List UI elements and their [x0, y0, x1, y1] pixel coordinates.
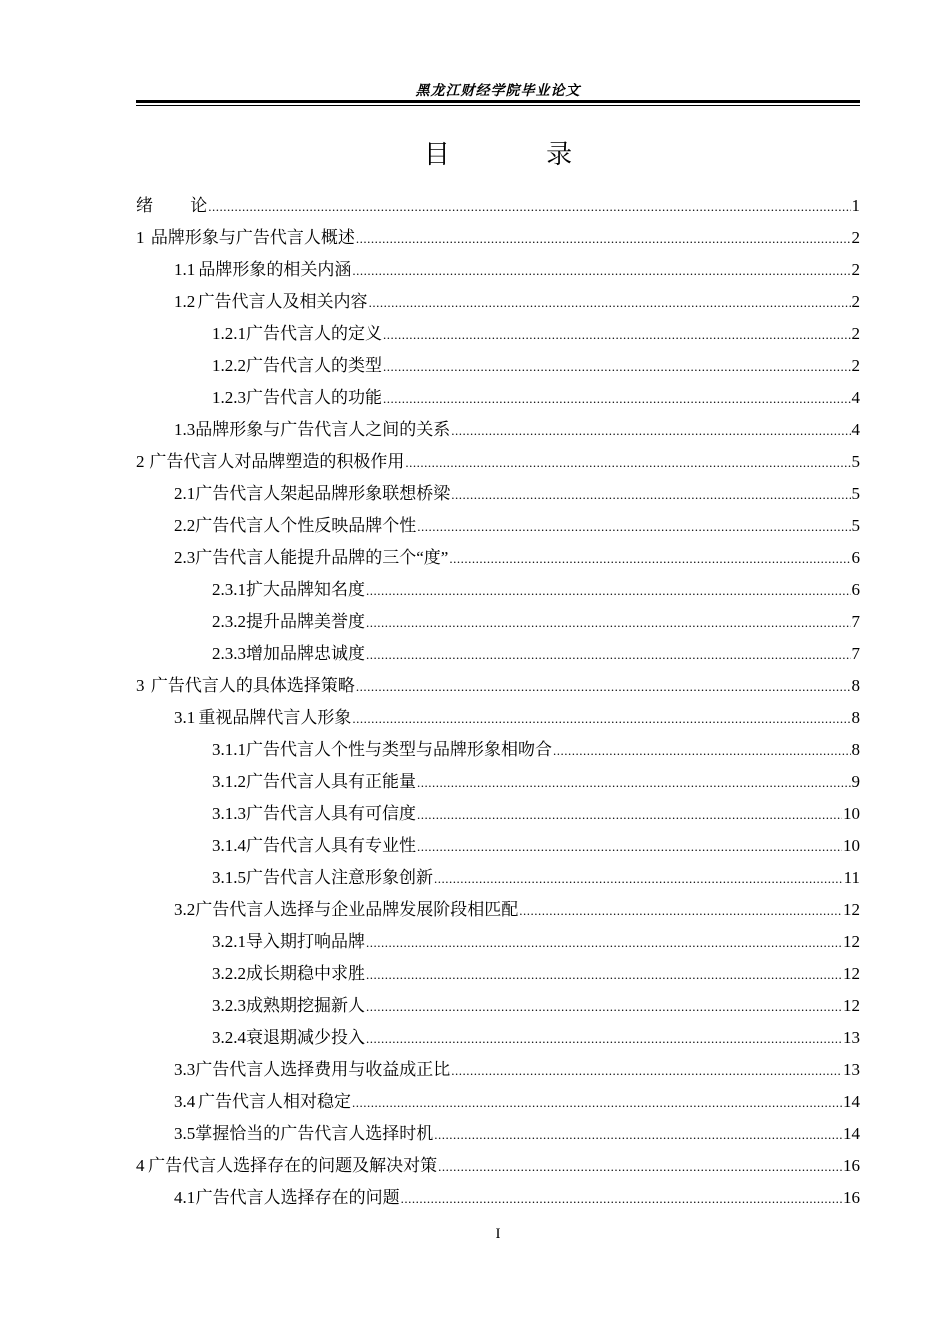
- toc-entry-page: 16: [843, 1156, 860, 1175]
- toc-entry[interactable]: [136, 510, 860, 542]
- toc-entry-label: 广告代言人选择存在的问题及解决对策: [148, 1156, 438, 1175]
- toc-entry-number: 3.2: [174, 900, 196, 919]
- toc-entry-page: 10: [843, 836, 860, 855]
- toc-entry-page: 8: [851, 708, 860, 727]
- toc-entry-number: 2.3.1: [212, 580, 246, 599]
- toc-entry[interactable]: [136, 478, 860, 510]
- toc-dot-leader: [449, 542, 850, 575]
- toc-entry[interactable]: [136, 286, 860, 318]
- toc-dot-leader: [417, 798, 842, 831]
- toc-entry[interactable]: [136, 734, 860, 766]
- toc-entry-number: 3.1.1: [212, 740, 246, 759]
- toc-entry[interactable]: [136, 446, 860, 478]
- toc-entry-number: 1.3: [174, 420, 196, 439]
- toc-entry-page: 13: [843, 1028, 860, 1047]
- toc-entry-number: 2.3.2: [212, 612, 246, 631]
- header-rule-thin: [136, 105, 860, 106]
- toc-entry[interactable]: [136, 318, 860, 350]
- toc-entry-page: 4: [851, 388, 860, 407]
- toc-entry-label: 广告代言人选择存在的问题: [195, 1188, 400, 1207]
- toc-dot-leader: [451, 1054, 842, 1087]
- toc-entry-label: 增加品牌忠诚度: [246, 644, 365, 663]
- running-header: 黑龙江财经学院毕业论文: [415, 84, 581, 99]
- toc-dot-leader: [352, 254, 850, 287]
- toc-entry-page: 9: [851, 772, 860, 791]
- toc-entry-label: 广告代言人对品牌塑造的积极作用: [149, 452, 405, 471]
- toc-entry-number: 3.2.4: [212, 1028, 246, 1047]
- toc-dot-leader: [519, 894, 842, 927]
- toc-entry-number: 4.1: [174, 1188, 196, 1207]
- toc-entry-number: 3.1.2: [212, 772, 246, 791]
- toc-title: 目 录: [423, 140, 617, 170]
- toc-dot-leader: [434, 1118, 842, 1151]
- toc-entry-number: 3.1.4: [212, 836, 246, 855]
- toc-entry-number: 2.3: [174, 548, 196, 567]
- toc-entry-number: 4: [136, 1156, 145, 1175]
- toc-entry-label: 掌握恰当的广告代言人选择时机: [195, 1124, 434, 1143]
- toc-entry-number: 1.2.2: [212, 356, 246, 375]
- toc-entry-number: 3.1.5: [212, 868, 246, 887]
- toc-entry-number: 3.4: [174, 1092, 196, 1111]
- toc-entry-page: 5: [851, 484, 860, 503]
- toc-dot-leader: [417, 510, 850, 543]
- toc-entry-page: 12: [843, 900, 860, 919]
- toc-entry-page: 16: [843, 1188, 860, 1207]
- toc-entry-label: 广告代言人相对稳定: [197, 1092, 351, 1111]
- toc-entry-label: 导入期打响品牌: [246, 932, 365, 951]
- toc-entry-number: 2: [136, 452, 145, 471]
- toc-entry[interactable]: [136, 382, 860, 414]
- toc-entry-page: 5: [851, 452, 860, 471]
- toc-entry[interactable]: [136, 542, 860, 574]
- toc-entry-page: 2: [851, 356, 860, 375]
- toc-entry-label: 衰退期减少投入: [246, 1028, 365, 1047]
- toc-entry-number: 1.1: [174, 260, 196, 279]
- toc-dot-leader: [366, 958, 842, 991]
- toc-dot-leader: [383, 350, 851, 383]
- toc-dot-leader: [366, 990, 842, 1023]
- toc-entry-page: 11: [843, 868, 860, 887]
- toc-entry[interactable]: [136, 926, 860, 958]
- toc-entry[interactable]: [136, 862, 860, 894]
- toc-entry-label: 品牌形象与广告代言人概述: [150, 228, 355, 247]
- toc-entry-number: 绪: [136, 196, 153, 215]
- toc-entry-page: 8: [851, 740, 860, 759]
- toc-entry[interactable]: [136, 1150, 860, 1182]
- toc-entry-page: 7: [851, 644, 860, 663]
- toc-entry-number: 2.2: [174, 516, 196, 535]
- toc-entry-page: 14: [843, 1092, 860, 1111]
- toc-dot-leader: [383, 318, 851, 351]
- toc-entry-page: 12: [843, 996, 860, 1015]
- toc-entry-number: 2.1: [174, 484, 196, 503]
- toc-entry-page: 5: [851, 516, 860, 535]
- toc-entry-page: 12: [843, 964, 860, 983]
- toc-dot-leader: [366, 926, 842, 959]
- toc-entry-label: 广告代言人能提升品牌的三个“度”: [195, 548, 449, 567]
- toc-entry[interactable]: [136, 1022, 860, 1054]
- toc-entry-number: 3: [136, 676, 145, 695]
- toc-entry-page: 2: [851, 292, 860, 311]
- toc-dot-leader: [366, 574, 851, 607]
- toc-entry-page: 13: [843, 1060, 860, 1079]
- toc-entry-label: 论: [190, 196, 208, 215]
- toc-entry[interactable]: [136, 798, 860, 830]
- toc-entry-label: 广告代言人注意形象创新: [246, 868, 433, 887]
- toc-entry[interactable]: [136, 830, 860, 862]
- toc-entry-page: 2: [851, 228, 860, 247]
- toc-entry-page: 7: [851, 612, 860, 631]
- toc-dot-leader: [417, 766, 851, 799]
- toc-entry-label: 重视品牌代言人形象: [198, 708, 352, 727]
- toc-entry-number: 1.2: [174, 292, 196, 311]
- toc-entry-label: 广告代言人个性反映品牌个性: [195, 516, 417, 535]
- toc-entry-label: 广告代言人架起品牌形象联想桥梁: [195, 484, 451, 503]
- toc-entry[interactable]: [136, 1054, 860, 1086]
- toc-entry[interactable]: [136, 766, 860, 798]
- toc-entry[interactable]: [136, 702, 860, 734]
- toc-entry[interactable]: [136, 894, 860, 926]
- toc-entry-label: 广告代言人个性与类型与品牌形象相吻合: [246, 740, 552, 759]
- toc-entry-number: 3.1: [174, 708, 196, 727]
- toc-entry[interactable]: [136, 1182, 860, 1214]
- toc-dot-leader: [417, 830, 842, 863]
- toc-dot-leader: [405, 446, 850, 479]
- toc-entry-label: 品牌形象的相关内涵: [198, 260, 352, 279]
- toc-dot-leader: [366, 606, 851, 639]
- toc-entry-label: 成长期稳中求胜: [246, 964, 365, 983]
- toc-dot-leader: [434, 862, 843, 895]
- toc-entry-page: 12: [843, 932, 860, 951]
- toc-entry-number: 1.2.1: [212, 324, 246, 343]
- toc-entry-label: 广告代言人具有可信度: [246, 804, 416, 823]
- toc-entry-number: 1: [136, 228, 145, 247]
- toc-entry-label: 广告代言人具有专业性: [246, 836, 416, 855]
- toc-entry-page: 8: [851, 676, 860, 695]
- toc-entry-number: 2.3.3: [212, 644, 246, 663]
- toc-entry[interactable]: [136, 350, 860, 382]
- toc-dot-leader: [451, 478, 850, 511]
- toc-entry-number: 3.3: [174, 1060, 196, 1079]
- toc-entry-label: 品牌形象与广告代言人之间的关系: [195, 420, 451, 439]
- toc-dot-leader: [438, 1150, 842, 1183]
- toc-dot-leader: [366, 1022, 842, 1055]
- page-number: I: [495, 1226, 501, 1242]
- toc-entry-label: 广告代言人的功能: [246, 388, 382, 407]
- toc-entry[interactable]: [136, 990, 860, 1022]
- toc-entry-page: 6: [851, 548, 860, 567]
- toc-entry[interactable]: [136, 638, 860, 670]
- toc-dot-leader: [401, 1182, 842, 1215]
- toc-entry-number: 1.2.3: [212, 388, 246, 407]
- toc-entry-label: 广告代言人的类型: [246, 356, 382, 375]
- header-rule-thick: [136, 100, 860, 103]
- toc-entry-label: 扩大品牌知名度: [246, 580, 365, 599]
- toc-dot-leader: [553, 734, 851, 767]
- toc-entry-number: 3.2.2: [212, 964, 246, 983]
- toc-entry-label: 广告代言人的具体选择策略: [150, 676, 355, 695]
- toc-entry-page: 2: [851, 260, 860, 279]
- toc-dot-leader: [383, 382, 851, 415]
- toc-entry-page: 6: [851, 580, 860, 599]
- toc-entry[interactable]: [136, 606, 860, 638]
- toc-entry-label: 广告代言人的定义: [246, 324, 382, 343]
- table-of-contents: [136, 190, 860, 1214]
- toc-entry-label: 提升品牌美誉度: [246, 612, 365, 631]
- toc-entry-label: 成熟期挖掘新人: [246, 996, 365, 1015]
- toc-entry-page: 10: [843, 804, 860, 823]
- toc-dot-leader: [369, 286, 851, 319]
- toc-dot-leader: [352, 702, 850, 735]
- toc-dot-leader: [352, 1086, 842, 1119]
- toc-entry-label: 广告代言人及相关内容: [197, 292, 368, 311]
- toc-entry[interactable]: [136, 958, 860, 990]
- toc-entry-page: 2: [851, 324, 860, 343]
- toc-entry[interactable]: [136, 1118, 860, 1150]
- toc-entry[interactable]: [136, 574, 860, 606]
- toc-entry-page: 4: [851, 420, 860, 439]
- toc-dot-leader: [451, 414, 850, 447]
- toc-entry[interactable]: [136, 670, 860, 702]
- toc-entry-number: 3.2.1: [212, 932, 246, 951]
- toc-dot-leader: [356, 670, 851, 703]
- toc-dot-leader: [356, 222, 851, 255]
- toc-entry[interactable]: [136, 190, 860, 222]
- toc-entry-number: 3.2.3: [212, 996, 246, 1015]
- toc-entry-label: 广告代言人具有正能量: [246, 772, 416, 791]
- toc-entry[interactable]: [136, 414, 860, 446]
- toc-entry[interactable]: [136, 222, 860, 254]
- toc-entry-page: 14: [843, 1124, 860, 1143]
- toc-dot-leader: [366, 638, 851, 671]
- toc-entry[interactable]: [136, 254, 860, 286]
- toc-entry-number: 3.1.3: [212, 804, 246, 823]
- toc-entry-label: 广告代言人选择与企业品牌发展阶段相匹配: [195, 900, 519, 919]
- toc-dot-leader: [208, 190, 850, 223]
- toc-entry-number: 3.5: [174, 1124, 196, 1143]
- toc-entry-label: 广告代言人选择费用与收益成正比: [195, 1060, 451, 1079]
- toc-entry[interactable]: [136, 1086, 860, 1118]
- toc-entry-page: 1: [851, 196, 860, 215]
